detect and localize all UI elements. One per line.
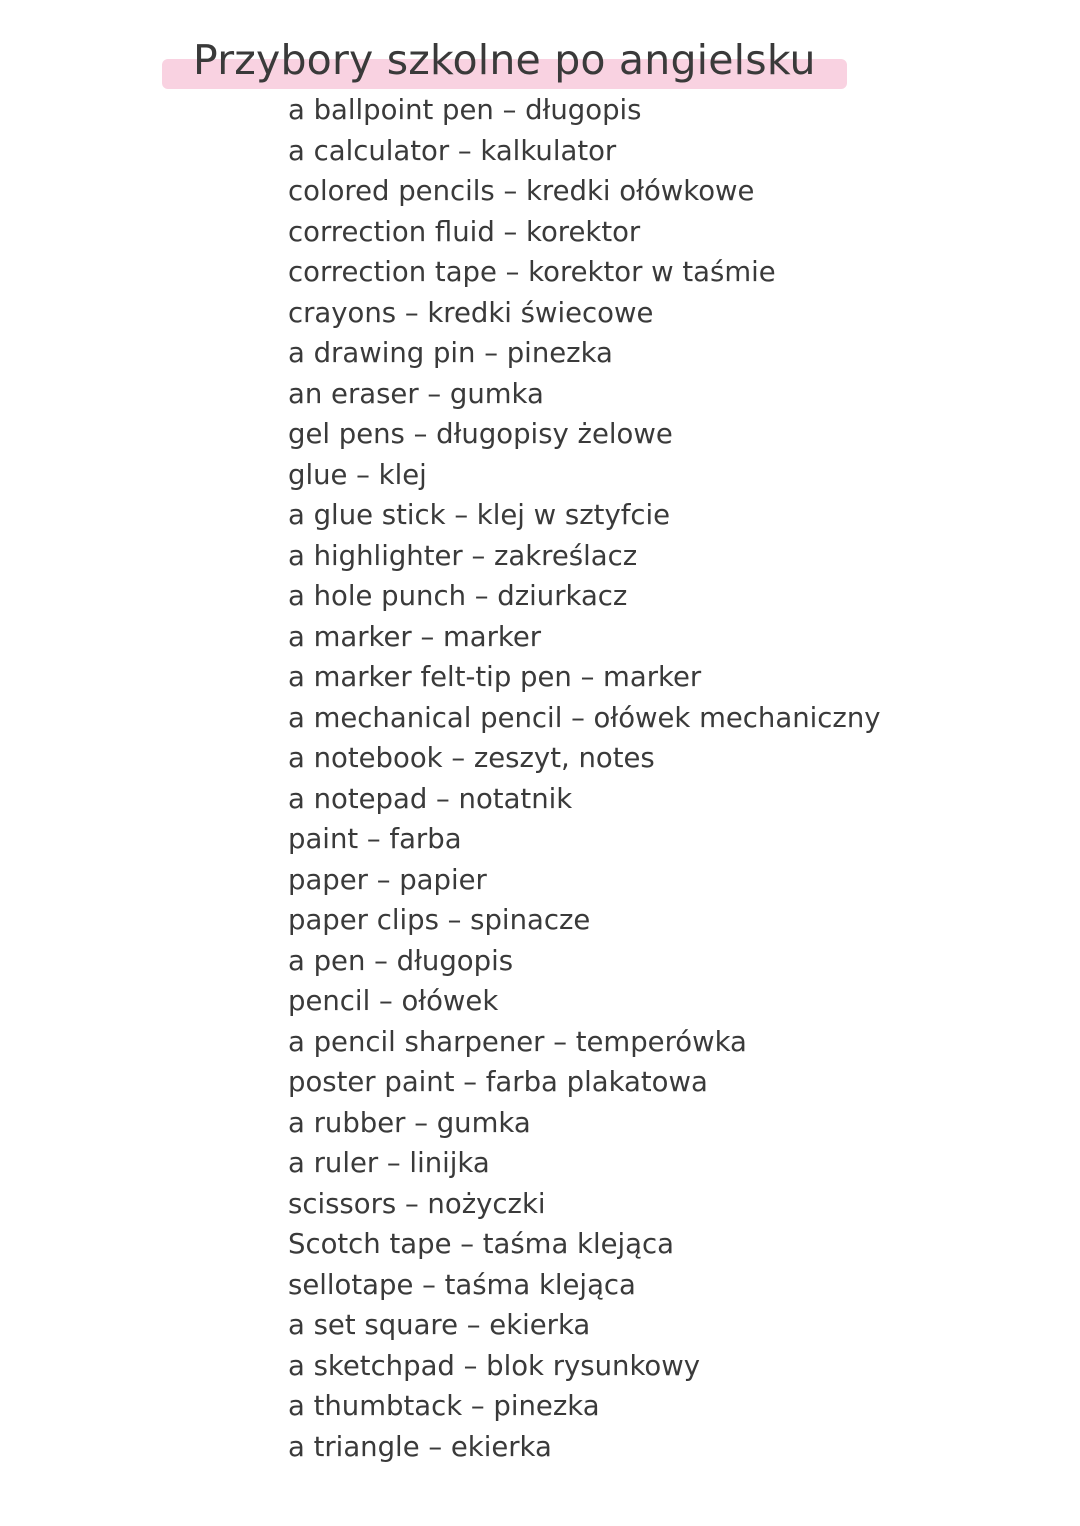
vocabulary-item: a set square – ekierka <box>288 1309 591 1341</box>
vocabulary-item: a notepad – notatnik <box>288 782 573 815</box>
vocabulary-item: pencil – ołówek <box>288 985 499 1017</box>
vocabulary-list <box>288 90 881 1467</box>
vocabulary-item: a marker – marker <box>288 620 542 653</box>
vocabulary-item: scissors – nożyczki <box>288 1187 546 1220</box>
vocabulary-item: a rubber – gumka <box>288 1106 531 1139</box>
vocabulary-item: a glue stick – klej w sztyfcie <box>288 499 671 531</box>
vocabulary-item: crayons – kredki świecowe <box>288 296 654 329</box>
vocabulary-item: a thumbtack – pinezka <box>288 1390 600 1422</box>
vocabulary-item: a hole punch – dziurkacz <box>288 580 628 612</box>
vocabulary-item: a pencil sharpener – temperówka <box>288 1025 747 1058</box>
vocabulary-item: a calculator – kalkulator <box>288 134 617 167</box>
vocabulary-item: glue – klej <box>288 458 427 491</box>
vocabulary-item: a triangle – ekierka <box>288 1430 552 1463</box>
vocabulary-item: sellotape – taśma klejąca <box>288 1268 636 1301</box>
vocabulary-item: a mechanical pencil – ołówek mechaniczny <box>288 701 881 734</box>
vocabulary-item: a ruler – linijka <box>288 1147 490 1179</box>
vocabulary-item: paper – papier <box>288 863 487 896</box>
vocabulary-item: a sketchpad – blok rysunkowy <box>288 1349 701 1382</box>
vocabulary-item: correction fluid – korektor <box>288 215 641 248</box>
vocabulary-item: correction tape – korektor w taśmie <box>288 256 776 288</box>
vocabulary-item: a marker felt-tip pen – marker <box>288 661 702 693</box>
vocabulary-item: a pen – długopis <box>288 944 514 977</box>
vocabulary-item: paint – farba <box>288 823 462 855</box>
vocabulary-item: gel pens – długopisy żelowe <box>288 418 673 450</box>
vocabulary-item: an eraser – gumka <box>288 377 544 410</box>
vocabulary-item: a notebook – zeszyt, notes <box>288 742 655 774</box>
page-title-block <box>162 30 847 92</box>
vocabulary-item: a highlighter – zakreślacz <box>288 539 638 572</box>
vocabulary-item: paper clips – spinacze <box>288 904 591 936</box>
vocabulary-item: a drawing pin – pinezka <box>288 337 613 369</box>
vocabulary-item: colored pencils – kredki ołówkowe <box>288 175 755 207</box>
vocabulary-item: Scotch tape – taśma klejąca <box>288 1228 675 1260</box>
vocabulary-item: poster paint – farba plakatowa <box>288 1066 708 1098</box>
vocabulary-item: a ballpoint pen – długopis <box>288 94 642 126</box>
page-title: Przybory szkolne po angielsku <box>193 36 816 84</box>
